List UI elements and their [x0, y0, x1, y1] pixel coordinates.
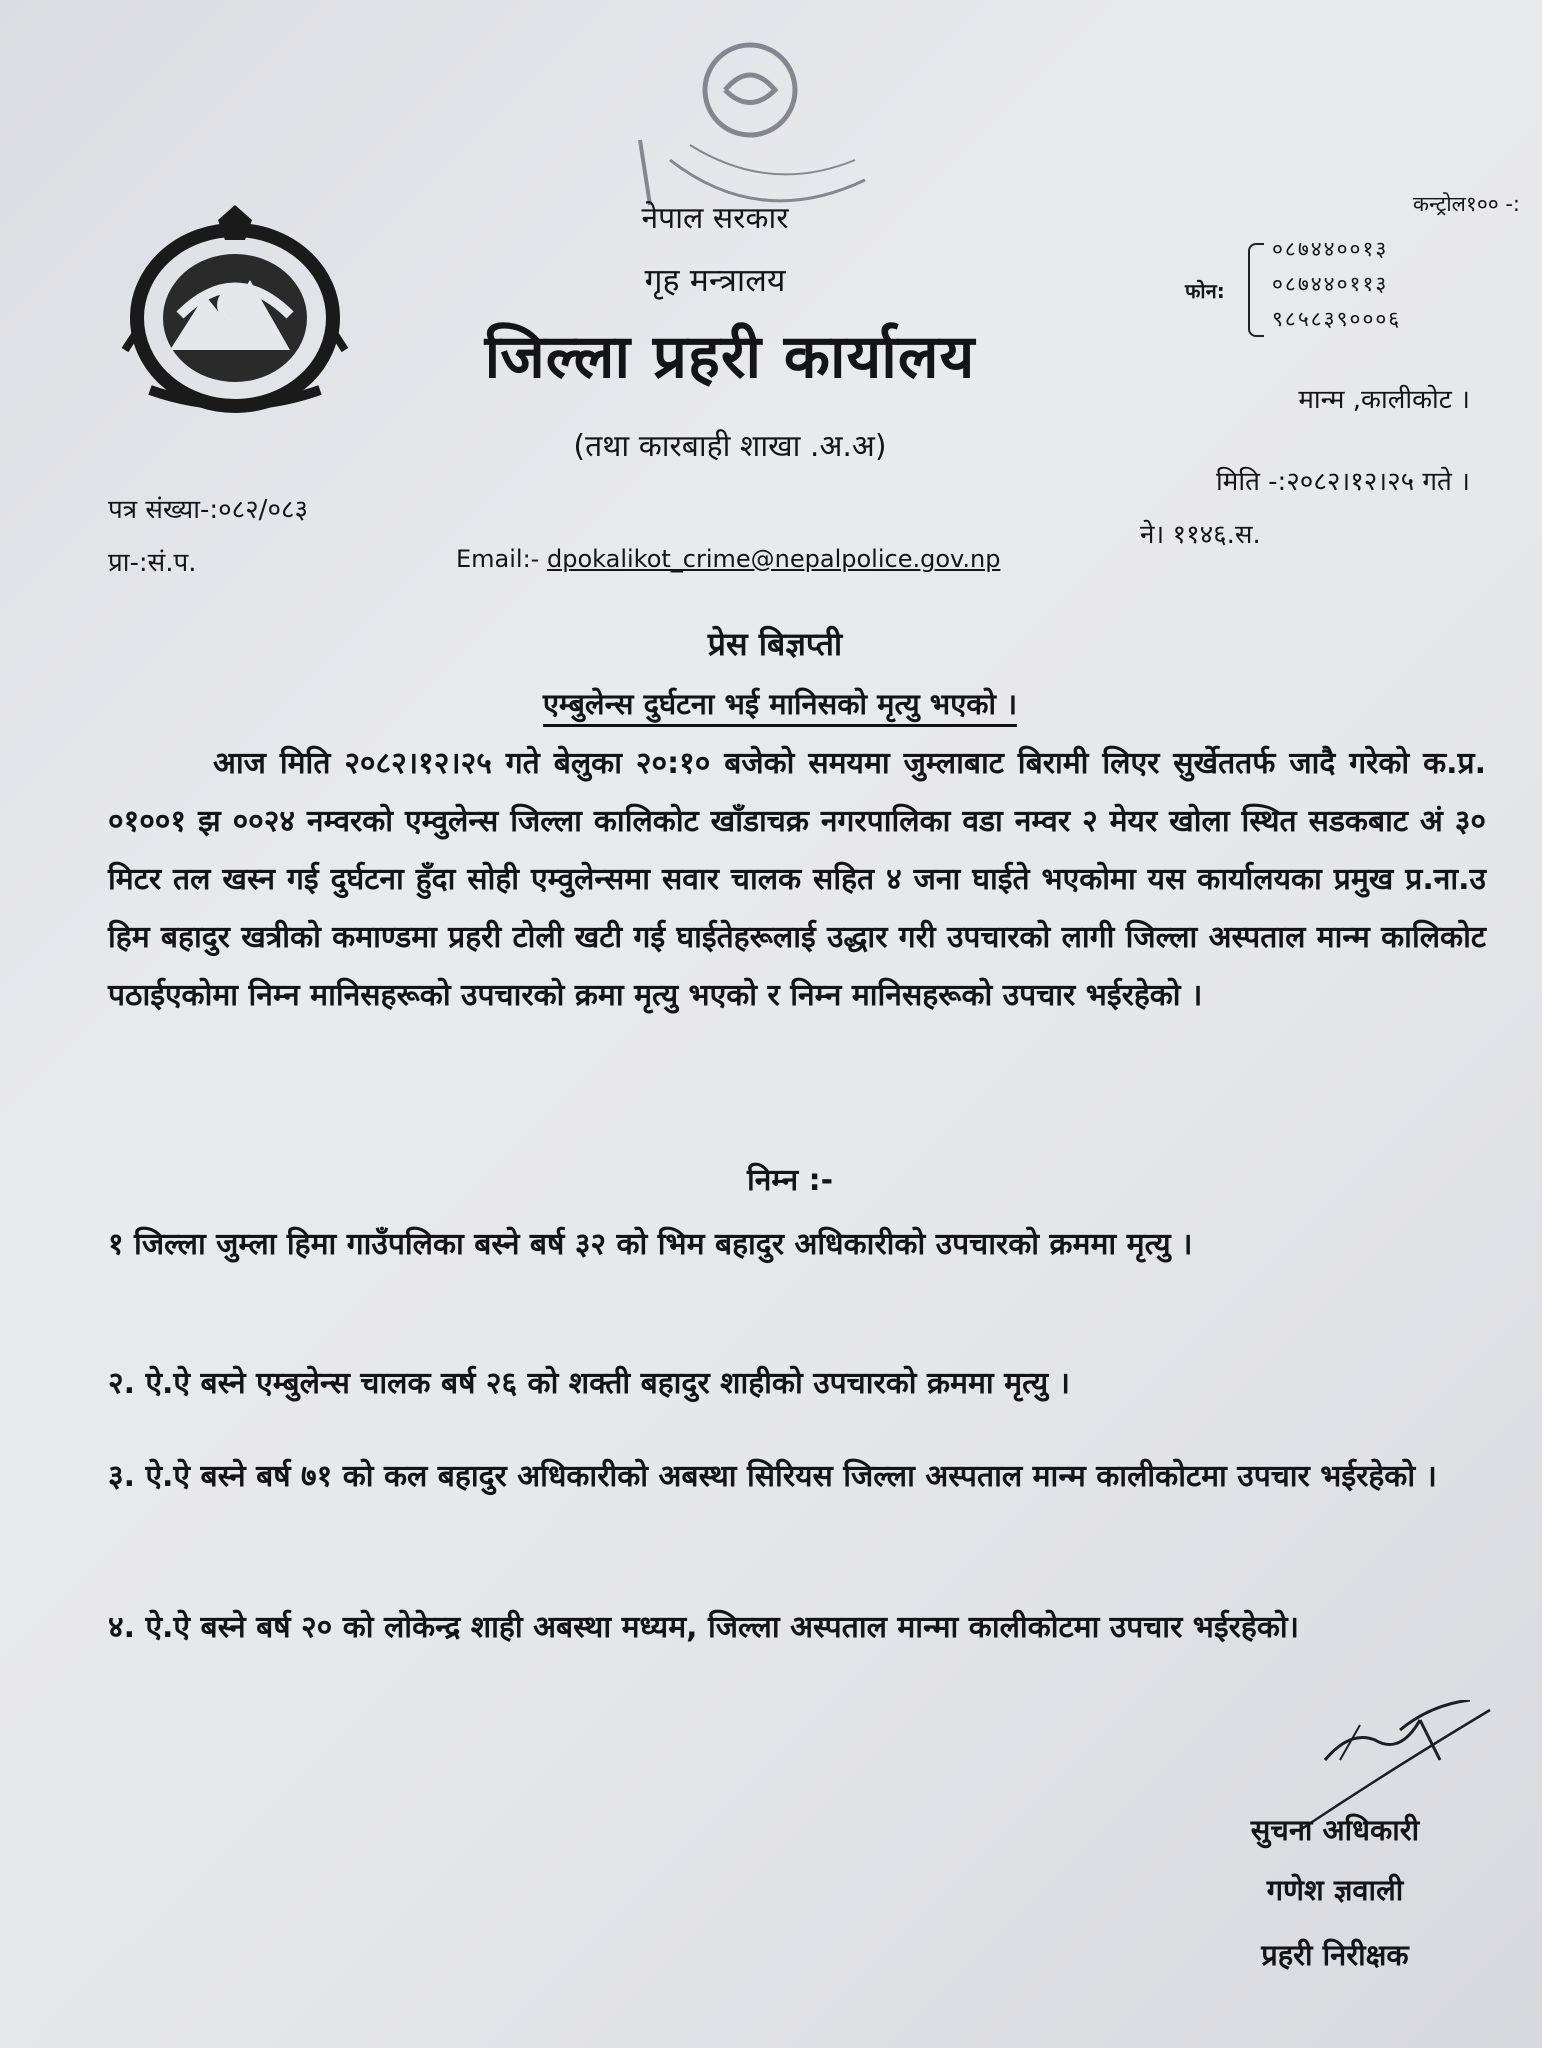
- police-emblem-logo: [120, 200, 350, 420]
- email-line: [456, 545, 1000, 573]
- email-link[interactable]: dpokalikot_crime@nepalpolice.gov.np: [546, 545, 1001, 573]
- notice-subject: [470, 684, 1090, 723]
- notice-body: आज मिति २०८२।१२।२५ गते बेलुका २०:१० बजेको समयमा जुम्लाबाट बिरामी लिएर सुर्खेततर्फ जादै गरेको क.प्र. ०१००१ झ ००२४ नम्वरको एम्वुलेन्स जिल्ला कालिकोट खाँडाचक्र नगरपालिका वडा नम्वर २ मेयर खोला स्थित सडकबाट अं ३० मिटर तल खस्न गई दुर्घटना हुँदा सोही एम्वुलेन्समा सवार चालक सहित ४ जना घाईते भएकोमा यस कार्यालयका प्रमुख प्र.ना.उ हिम बहादुर खत्रीको कमाण्डमा प्रहरी टोली खटी गई घाईतेहरूलाई उद्धार गरी उपचारको लागी जिल्ला अस्पताल मान्म कालिकोट पठाईएकोमा निम्न मानिसहरूको उपचारको क्रमा मृत्यु भएको र निम्न मानिसहरूको उपचार भईरहेको ।: [108, 746, 1486, 1013]
- phone-number: ९८५८३९०००६: [1272, 307, 1402, 331]
- list-item: ४. ऐ.ऐ बस्ने बर्ष २० को लोकेन्द्र शाही अबस्था मध्यम, जिल्ला अस्पताल मान्मा कालीकोटमा उपचार भईरहेको।: [108, 1610, 1299, 1645]
- government-name: नेपाल सरकार: [641, 201, 789, 236]
- letter-date: मिति -:२०८२।१२।२५ गते ।: [1216, 467, 1470, 497]
- list-item: २. ऐ.ऐ बस्ने एम्बुलेन्स चालक बर्ष २६ को शक्ती बहादुर शाहीको उपचारको क्रममा मृत्यु ।: [108, 1366, 1071, 1401]
- phone-number: ०८७४४००१३: [1272, 237, 1389, 261]
- dispatch-label: प्रा-:सं.प.: [108, 548, 197, 578]
- list-item: ३. ऐ.ऐ बस्ने बर्ष ७१ को कल बहादुर अधिकारीको अबस्था सिरियस जिल्ला अस्पताल मान्म कालीकोटमा उपचार भईरहेको ।: [108, 1459, 1437, 1494]
- phone-list: [1272, 232, 1401, 337]
- notice-subject-text: एम्बुलेन्स दुर्घटना भई मानिसको मृत्यु भएको ।: [543, 687, 1017, 727]
- press-release-title: प्रेस बिज्ञप्ती: [707, 625, 843, 663]
- phone-brace: [1248, 243, 1264, 337]
- office-location: मान्म ,कालीकोट ।: [1298, 385, 1470, 415]
- email-label: Email:-: [456, 545, 540, 573]
- dispatch-number: ने। ११४६.स.: [1140, 520, 1261, 550]
- signatory-name: गणेश ज्ञवाली: [1266, 1873, 1404, 1907]
- signatory-rank: प्रहरी निरीक्षक: [1261, 1938, 1409, 1972]
- phone-number: ०८७४४०११३: [1272, 272, 1389, 296]
- branch-name: (तथा कारबाही शाखा .अ.अ): [573, 429, 887, 464]
- list-heading: निम्न :-: [746, 1163, 834, 1198]
- signatory-role: सुचना अधिकारी: [1250, 1813, 1420, 1847]
- list-item: १ जिल्ला जुम्ला हिमा गाउँपलिका बस्ने बर्ष ३२ को भिम बहादुर अधिकारीको उपचारको क्रममा मृत्यु ।: [108, 1227, 1193, 1262]
- letter-number: पत्र संख्या-:०८२/०८३: [108, 495, 309, 525]
- ministry-name: गृह मन्त्रालय: [644, 261, 786, 299]
- phone-label: फोन:: [1185, 279, 1225, 303]
- office-title: जिल्ला प्रहरी कार्यालय: [484, 322, 976, 392]
- control-number: कन्ट्रोल१०० -:: [1412, 192, 1520, 216]
